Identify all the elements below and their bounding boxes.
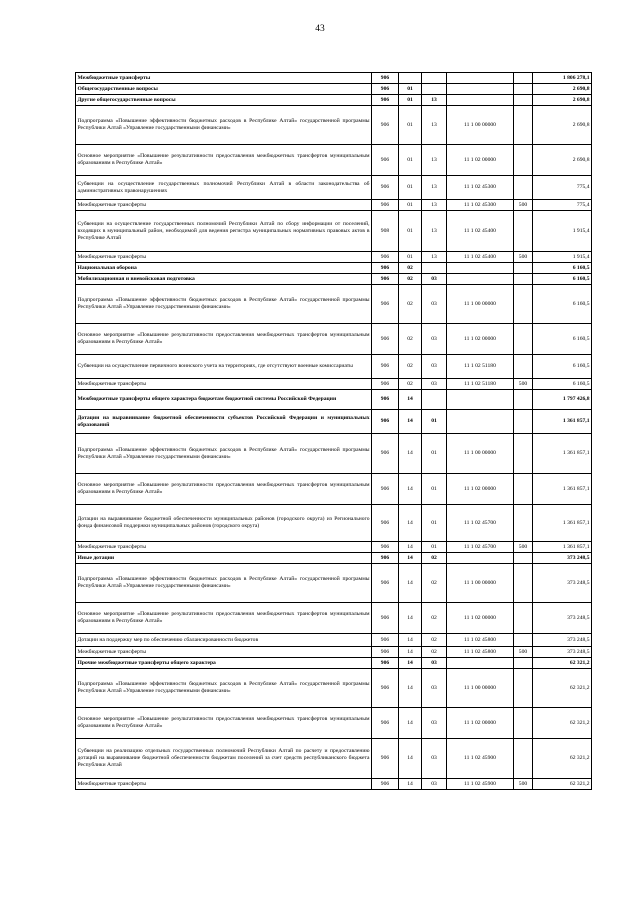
row-expense-type-code: 500: [514, 252, 533, 263]
table-row: [76, 200, 592, 211]
row-section-code: 02: [399, 263, 422, 274]
row-expense-type-code: [514, 658, 533, 669]
table-row: [76, 176, 592, 200]
row-subsection-code: 01: [422, 505, 447, 542]
row-subsection-code: 02: [422, 634, 447, 647]
row-subsection-code: 03: [422, 739, 447, 779]
row-amount: 1 361 857,1: [533, 434, 592, 474]
table-row: [76, 564, 592, 603]
row-expense-type-code: [514, 176, 533, 200]
row-target-article-code: 11 1 02 00000: [447, 603, 514, 634]
row-target-article-code: 11 1 02 45400: [447, 252, 514, 263]
row-subsection-code: 01: [422, 434, 447, 474]
row-target-article-code: 11 1 00 00000: [447, 285, 514, 324]
row-section-code: 14: [399, 410, 422, 434]
row-grbs-code: 906: [372, 73, 399, 84]
row-amount: 1 797 426,8: [533, 390, 592, 410]
row-name: Дотации на выравнивание бюджетной обеспеченности муниципальных районов (городского округа) из Регионального фонда финансовой поддержки муниципальных районов (городского округа): [76, 505, 372, 542]
row-subsection-code: 02: [422, 647, 447, 658]
row-grbs-code: 906: [372, 474, 399, 505]
row-name: Межбюджетные трансферты: [76, 542, 372, 553]
row-expense-type-code: [514, 95, 533, 106]
row-name: Подпрограмма «Повышение эффективности бюджетных расходов в Республике Алтай» государственной программы Республики Алтай «Управление государственными финансами»: [76, 434, 372, 474]
row-name: Субвенции на осуществление государственных полномочий Республики Алтай по сбору информации от поселений, входящих в муниципальный район, необходимой для ведения регистра муниципальных нормативных правовых актов в Республике Алтай: [76, 211, 372, 252]
row-expense-type-code: [514, 553, 533, 564]
row-grbs-code: 906: [372, 553, 399, 564]
row-grbs-code: 906: [372, 355, 399, 379]
row-name: Межбюджетные трансферты: [76, 73, 372, 84]
table-row: [76, 603, 592, 634]
row-amount: 2 690,8: [533, 145, 592, 176]
row-amount: 1 361 857,1: [533, 505, 592, 542]
row-grbs-code: 906: [372, 410, 399, 434]
row-target-article-code: 11 1 00 00000: [447, 669, 514, 708]
row-target-article-code: [447, 95, 514, 106]
table-row: [76, 379, 592, 390]
row-amount: 62 321,2: [533, 708, 592, 739]
table-row: [76, 252, 592, 263]
row-section-code: 14: [399, 739, 422, 779]
table-row: [76, 708, 592, 739]
row-target-article-code: 11 1 02 45800: [447, 634, 514, 647]
row-section-code: 14: [399, 669, 422, 708]
row-target-article-code: [447, 658, 514, 669]
row-name: Основное мероприятие «Повышение результативности предоставления межбюджетных трансфертов муниципальным образованиям в Республике Алтай»: [76, 474, 372, 505]
row-grbs-code: 906: [372, 379, 399, 390]
row-grbs-code: 906: [372, 603, 399, 634]
row-amount: 1 361 857,1: [533, 474, 592, 505]
row-amount: 2 690,8: [533, 84, 592, 95]
row-name: Иные дотации: [76, 553, 372, 564]
row-section-code: 01: [399, 176, 422, 200]
row-amount: 6 160,5: [533, 285, 592, 324]
row-name: Основное мероприятие «Повышение результативности предоставления межбюджетных трансфертов муниципальным образованиям в Республике Алтай»: [76, 708, 372, 739]
table-row: [76, 779, 592, 790]
row-amount: 1 361 857,1: [533, 410, 592, 434]
row-section-code: 01: [399, 95, 422, 106]
table-row: [76, 634, 592, 647]
table-row: [76, 324, 592, 355]
row-expense-type-code: 500: [514, 542, 533, 553]
row-expense-type-code: [514, 355, 533, 379]
row-target-article-code: 11 1 02 00000: [447, 708, 514, 739]
row-grbs-code: 906: [372, 658, 399, 669]
row-target-article-code: 11 1 02 45800: [447, 647, 514, 658]
row-subsection-code: 13: [422, 252, 447, 263]
row-expense-type-code: [514, 505, 533, 542]
table-row: [76, 285, 592, 324]
row-amount: 6 160,5: [533, 379, 592, 390]
row-grbs-code: 906: [372, 434, 399, 474]
row-section-code: [399, 73, 422, 84]
row-target-article-code: [447, 73, 514, 84]
table-row: [76, 106, 592, 145]
row-name: Субвенции на реализацию отдельных государственных полномочий Республики Алтай по расчету и предоставлению дотаций на выравнивание бюджетной обеспеченности бюджетам поселений за счет средств республиканского бюджета Республики Алтай: [76, 739, 372, 779]
row-expense-type-code: [514, 274, 533, 285]
table-row: [76, 73, 592, 84]
row-amount: 62 321,2: [533, 669, 592, 708]
row-amount: 6 160,5: [533, 263, 592, 274]
table-row: [76, 410, 592, 434]
row-grbs-code: 906: [372, 200, 399, 211]
table-row: [76, 658, 592, 669]
row-grbs-code: 908: [372, 211, 399, 252]
table-row: [76, 355, 592, 379]
row-section-code: 14: [399, 542, 422, 553]
row-section-code: 14: [399, 553, 422, 564]
row-expense-type-code: [514, 263, 533, 274]
row-grbs-code: 906: [372, 390, 399, 410]
row-expense-type-code: [514, 434, 533, 474]
row-name: Подпрограмма «Повышение эффективности бюджетных расходов в Республике Алтай» государственной программы Республики Алтай «Управление государственными финансами»: [76, 106, 372, 145]
row-subsection-code: 02: [422, 603, 447, 634]
row-expense-type-code: [514, 324, 533, 355]
row-target-article-code: [447, 390, 514, 410]
table-row: [76, 669, 592, 708]
row-target-article-code: 11 1 02 45900: [447, 779, 514, 790]
row-name: Подпрограмма «Повышение эффективности бюджетных расходов в Республике Алтай» государственной программы Республики Алтай «Управление государственными финансами»: [76, 285, 372, 324]
row-amount: 373 248,5: [533, 647, 592, 658]
table-row: [76, 95, 592, 106]
row-subsection-code: 03: [422, 669, 447, 708]
row-subsection-code: 03: [422, 274, 447, 285]
row-amount: 6 160,5: [533, 274, 592, 285]
row-section-code: 14: [399, 505, 422, 542]
row-subsection-code: 03: [422, 779, 447, 790]
row-subsection-code: 03: [422, 708, 447, 739]
row-name: Межбюджетные трансферты: [76, 779, 372, 790]
row-target-article-code: 11 1 02 00000: [447, 324, 514, 355]
row-target-article-code: 11 1 02 45300: [447, 200, 514, 211]
row-name: Межбюджетные трансферты общего характера бюджетам бюджетной системы Российской Федерации: [76, 390, 372, 410]
row-expense-type-code: [514, 474, 533, 505]
row-subsection-code: 03: [422, 658, 447, 669]
table-row: [76, 647, 592, 658]
row-subsection-code: [422, 84, 447, 95]
row-amount: 373 248,5: [533, 553, 592, 564]
row-expense-type-code: 500: [514, 647, 533, 658]
row-section-code: 01: [399, 252, 422, 263]
row-grbs-code: 906: [372, 647, 399, 658]
row-name: Национальная оборона: [76, 263, 372, 274]
row-expense-type-code: [514, 564, 533, 603]
row-amount: 373 248,5: [533, 603, 592, 634]
row-target-article-code: [447, 84, 514, 95]
row-expense-type-code: [514, 390, 533, 410]
row-name: Дотации на поддержку мер по обеспечению сбалансированности бюджетов: [76, 634, 372, 647]
row-name: Межбюджетные трансферты: [76, 200, 372, 211]
row-expense-type-code: [514, 708, 533, 739]
row-grbs-code: 906: [372, 176, 399, 200]
row-name: Межбюджетные трансферты: [76, 647, 372, 658]
row-target-article-code: 11 1 00 00000: [447, 434, 514, 474]
row-target-article-code: 11 1 02 51180: [447, 355, 514, 379]
row-target-article-code: [447, 274, 514, 285]
row-target-article-code: 11 1 02 00000: [447, 145, 514, 176]
row-expense-type-code: [514, 73, 533, 84]
row-section-code: 14: [399, 603, 422, 634]
row-expense-type-code: [514, 634, 533, 647]
row-section-code: 01: [399, 84, 422, 95]
row-grbs-code: 906: [372, 505, 399, 542]
row-target-article-code: [447, 263, 514, 274]
row-section-code: 02: [399, 274, 422, 285]
row-subsection-code: 03: [422, 285, 447, 324]
row-expense-type-code: [514, 603, 533, 634]
row-expense-type-code: [514, 106, 533, 145]
budget-table: [75, 72, 592, 790]
row-subsection-code: 13: [422, 145, 447, 176]
table-row: [76, 145, 592, 176]
row-section-code: 14: [399, 474, 422, 505]
row-section-code: 01: [399, 200, 422, 211]
row-section-code: 14: [399, 779, 422, 790]
table-row: [76, 553, 592, 564]
row-expense-type-code: [514, 739, 533, 779]
row-name: Межбюджетные трансферты: [76, 252, 372, 263]
row-name: Подпрограмма «Повышение эффективности бюджетных расходов в Республике Алтай» государственной программы Республики Алтай «Управление государственными финансами»: [76, 669, 372, 708]
row-expense-type-code: [514, 285, 533, 324]
row-subsection-code: 13: [422, 176, 447, 200]
row-name: Прочие межбюджетные трансферты общего характера: [76, 658, 372, 669]
row-amount: 2 690,8: [533, 106, 592, 145]
row-name: Общегосударственные вопросы: [76, 84, 372, 95]
row-section-code: 02: [399, 379, 422, 390]
row-target-article-code: 11 1 02 45700: [447, 505, 514, 542]
row-grbs-code: 906: [372, 634, 399, 647]
row-grbs-code: 906: [372, 564, 399, 603]
row-grbs-code: 906: [372, 542, 399, 553]
row-name: Субвенции на осуществление государственных полномочий Республики Алтай в области законодательства об административных правонарушениях: [76, 176, 372, 200]
row-name: Подпрограмма «Повышение эффективности бюджетных расходов в Республике Алтай» государственной программы Республики Алтай «Управление государственными финансами»: [76, 564, 372, 603]
row-target-article-code: 11 1 02 00000: [447, 474, 514, 505]
row-target-article-code: 11 1 02 51180: [447, 379, 514, 390]
row-section-code: 01: [399, 145, 422, 176]
row-section-code: 02: [399, 355, 422, 379]
row-grbs-code: 906: [372, 95, 399, 106]
row-amount: 373 248,5: [533, 634, 592, 647]
row-subsection-code: 13: [422, 106, 447, 145]
row-section-code: 14: [399, 658, 422, 669]
row-expense-type-code: [514, 211, 533, 252]
row-amount: 775,4: [533, 176, 592, 200]
row-subsection-code: [422, 390, 447, 410]
row-subsection-code: 01: [422, 410, 447, 434]
row-name: Субвенции на осуществление первичного воинского учета на территориях, где отсутствуют военные комиссариаты: [76, 355, 372, 379]
row-section-code: 01: [399, 211, 422, 252]
row-section-code: 14: [399, 390, 422, 410]
table-row: [76, 390, 592, 410]
row-amount: 775,4: [533, 200, 592, 211]
row-section-code: 14: [399, 564, 422, 603]
row-section-code: 01: [399, 106, 422, 145]
row-amount: 6 160,5: [533, 355, 592, 379]
row-grbs-code: 906: [372, 739, 399, 779]
row-name: Другие общегосударственные вопросы: [76, 95, 372, 106]
row-expense-type-code: 500: [514, 200, 533, 211]
table-row: [76, 505, 592, 542]
row-section-code: 02: [399, 324, 422, 355]
row-subsection-code: 13: [422, 211, 447, 252]
row-grbs-code: 906: [372, 285, 399, 324]
row-amount: 6 160,5: [533, 324, 592, 355]
table-row: [76, 84, 592, 95]
row-target-article-code: 11 1 02 45700: [447, 542, 514, 553]
row-target-article-code: 11 1 00 00000: [447, 564, 514, 603]
page-number: 43: [315, 24, 325, 34]
row-section-code: 14: [399, 434, 422, 474]
row-expense-type-code: [514, 669, 533, 708]
row-subsection-code: 13: [422, 200, 447, 211]
row-subsection-code: 13: [422, 95, 447, 106]
row-grbs-code: 906: [372, 263, 399, 274]
row-target-article-code: [447, 410, 514, 434]
row-amount: 1 806 278,1: [533, 73, 592, 84]
row-target-article-code: 11 1 02 45400: [447, 211, 514, 252]
table-row: [76, 739, 592, 779]
row-section-code: 02: [399, 285, 422, 324]
row-grbs-code: 906: [372, 708, 399, 739]
row-expense-type-code: 500: [514, 779, 533, 790]
table-row: [76, 542, 592, 553]
row-subsection-code: [422, 73, 447, 84]
row-grbs-code: 906: [372, 779, 399, 790]
row-amount: 62 321,2: [533, 779, 592, 790]
row-subsection-code: 01: [422, 542, 447, 553]
row-amount: 62 321,2: [533, 739, 592, 779]
table-row: [76, 211, 592, 252]
row-section-code: 14: [399, 634, 422, 647]
row-grbs-code: 906: [372, 324, 399, 355]
row-name: Основное мероприятие «Повышение результативности предоставления межбюджетных трансфертов муниципальным образованиям в Республике Алтай»: [76, 145, 372, 176]
row-expense-type-code: [514, 145, 533, 176]
row-name: Межбюджетные трансферты: [76, 379, 372, 390]
row-subsection-code: 03: [422, 379, 447, 390]
row-subsection-code: [422, 263, 447, 274]
row-amount: 2 690,8: [533, 95, 592, 106]
row-section-code: 14: [399, 647, 422, 658]
row-grbs-code: 906: [372, 274, 399, 285]
row-name: Дотации на выравнивание бюджетной обеспеченности субъектов Российской Федерации и муниципальных образований: [76, 410, 372, 434]
row-amount: 373 248,5: [533, 564, 592, 603]
row-expense-type-code: [514, 84, 533, 95]
row-expense-type-code: 500: [514, 379, 533, 390]
row-name: Мобилизационная и вневойсковая подготовка: [76, 274, 372, 285]
row-expense-type-code: [514, 410, 533, 434]
row-grbs-code: 906: [372, 145, 399, 176]
row-subsection-code: 02: [422, 564, 447, 603]
row-target-article-code: 11 1 00 00000: [447, 106, 514, 145]
row-grbs-code: 906: [372, 106, 399, 145]
row-subsection-code: 03: [422, 355, 447, 379]
row-target-article-code: 11 1 02 45300: [447, 176, 514, 200]
row-amount: 1 361 857,1: [533, 542, 592, 553]
table-row: [76, 434, 592, 474]
table-row: [76, 274, 592, 285]
row-subsection-code: 03: [422, 324, 447, 355]
row-target-article-code: [447, 553, 514, 564]
row-amount: 62 321,2: [533, 658, 592, 669]
row-amount: 1 915,4: [533, 252, 592, 263]
row-grbs-code: 906: [372, 84, 399, 95]
row-name: Основное мероприятие «Повышение результативности предоставления межбюджетных трансфертов муниципальным образованиям в Республике Алтай»: [76, 324, 372, 355]
row-target-article-code: 11 1 02 45900: [447, 739, 514, 779]
row-grbs-code: 906: [372, 252, 399, 263]
table-row: [76, 263, 592, 274]
row-subsection-code: 02: [422, 553, 447, 564]
row-name: Основное мероприятие «Повышение результативности предоставления межбюджетных трансфертов муниципальным образованиям в Республике Алтай»: [76, 603, 372, 634]
row-section-code: 14: [399, 708, 422, 739]
row-subsection-code: 01: [422, 474, 447, 505]
row-amount: 1 915,4: [533, 211, 592, 252]
table-row: [76, 474, 592, 505]
row-grbs-code: 906: [372, 669, 399, 708]
